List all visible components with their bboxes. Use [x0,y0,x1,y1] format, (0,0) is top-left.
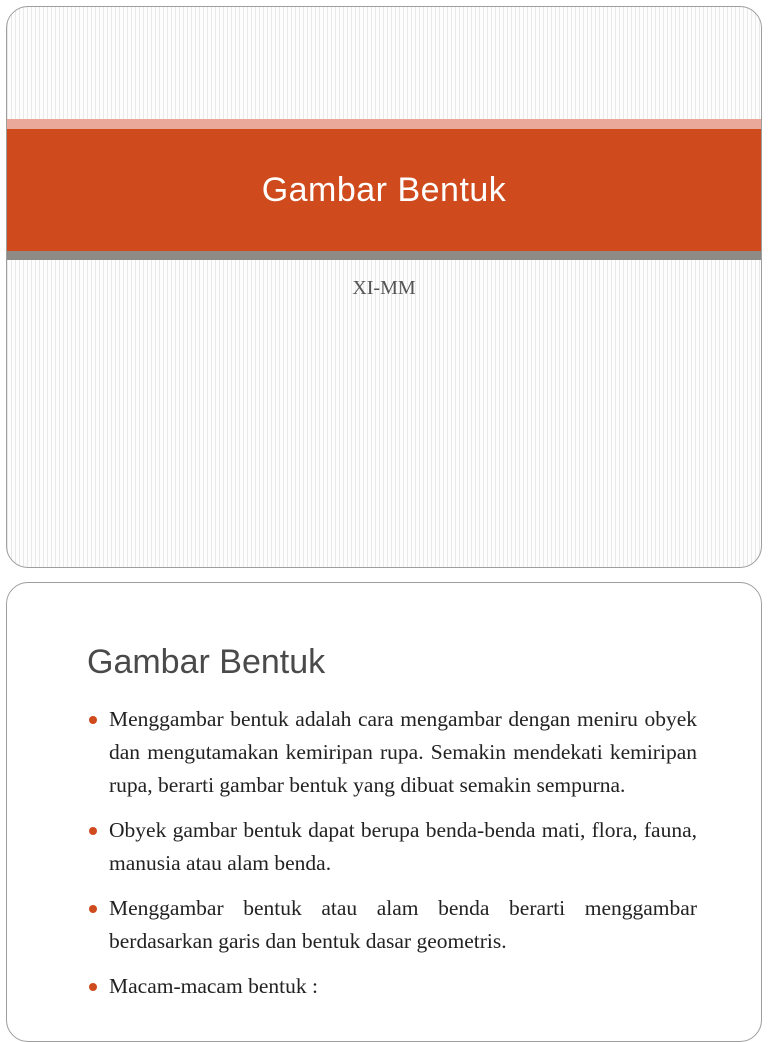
bullet-item [87,703,697,802]
bullet-text: Menggambar bentuk atau alam benda berarti menggambar berdasarkan garis dan bentuk dasar geometris. [109,896,697,953]
bullet-dot-icon [89,716,97,724]
title-band-bottom-stripe [7,251,761,260]
bullet-dot-icon [89,905,97,913]
bullet-text: Obyek gambar bentuk dapat berupa benda-benda mati, flora, fauna, manusia atau alam benda. [109,818,697,875]
bullet-dot-icon [89,827,97,835]
bullet-list [87,703,697,1015]
bullet-text: Macam-macam bentuk : [109,974,318,998]
bullet-item [87,814,697,880]
title-band-top-stripe [7,119,761,129]
bullet-item [87,892,697,958]
title-slide [6,6,762,568]
bullet-item [87,970,697,1003]
content-slide [6,582,762,1042]
bullet-text: Menggambar bentuk adalah cara mengambar dengan meniru obyek dan mengutamakan kemiripan rupa. Semakin mendekati kemiripan rupa, berarti gambar bentuk yang dibuat semakin sempurna. [109,707,697,797]
content-slide-title: Gambar Bentuk [87,643,326,681]
slide-title: Gambar Bentuk [261,170,507,209]
bullet-dot-icon [89,983,97,991]
title-band [7,129,761,251]
slide-subtitle: XI-MM [352,277,416,299]
